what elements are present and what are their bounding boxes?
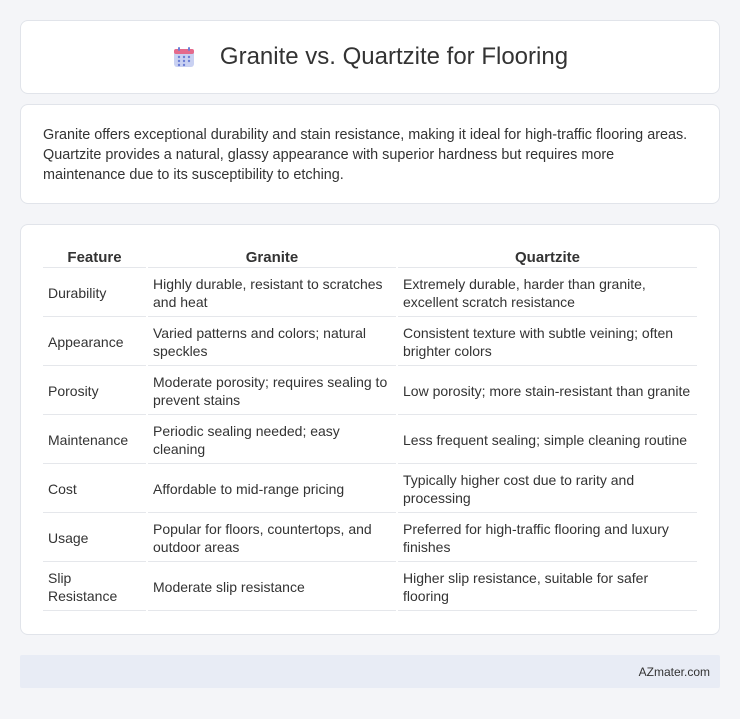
comparison-table [41, 245, 699, 613]
table-row [43, 270, 697, 317]
footer [20, 655, 720, 688]
calendar-icon [172, 45, 196, 69]
header-feature: Feature [43, 247, 146, 268]
intro-card [20, 104, 720, 204]
feature-cell: Appearance [43, 319, 146, 366]
granite-cell: Varied patterns and colors; natural speckles [148, 319, 396, 366]
quartzite-cell: Low porosity; more stain-resistant than granite [398, 368, 697, 415]
table-row [43, 417, 697, 464]
granite-cell: Affordable to mid-range pricing [148, 466, 396, 513]
granite-cell: Highly durable, resistant to scratches and heat [148, 270, 396, 317]
intro-text: Granite offers exceptional durability and stain resistance, making it ideal for high-traffic flooring areas. Quartzite provides a natural, glassy appearance with superior hardness but requires more maintenance due to its susceptibility to etching. [43, 127, 688, 183]
feature-cell: Cost [43, 466, 146, 513]
quartzite-cell: Extremely durable, harder than granite, excellent scratch resistance [398, 270, 697, 317]
granite-cell: Moderate slip resistance [148, 564, 396, 611]
table-row [43, 368, 697, 415]
table-header-row [43, 247, 697, 268]
quartzite-cell: Consistent texture with subtle veining; often brighter colors [398, 319, 697, 366]
feature-cell: Porosity [43, 368, 146, 415]
granite-cell: Popular for floors, countertops, and outdoor areas [148, 515, 396, 562]
footer-site-link[interactable]: AZmater.com [638, 665, 710, 679]
granite-cell: Periodic sealing needed; easy cleaning [148, 417, 396, 464]
quartzite-cell: Higher slip resistance, suitable for safer flooring [398, 564, 697, 611]
title-card [20, 20, 720, 94]
table-row [43, 319, 697, 366]
table-row [43, 466, 697, 513]
header-granite: Granite [148, 247, 396, 268]
quartzite-cell: Less frequent sealing; simple cleaning routine [398, 417, 697, 464]
table-row [43, 564, 697, 611]
comparison-card [20, 224, 720, 635]
header-quartzite: Quartzite [398, 247, 697, 268]
quartzite-cell: Typically higher cost due to rarity and processing [398, 466, 697, 513]
table-row [43, 515, 697, 562]
feature-cell: Slip Resistance [43, 564, 146, 611]
feature-cell: Maintenance [43, 417, 146, 464]
feature-cell: Usage [43, 515, 146, 562]
quartzite-cell: Preferred for high-traffic flooring and luxury finishes [398, 515, 697, 562]
page-title: Granite vs. Quartzite for Flooring [219, 43, 569, 70]
granite-cell: Moderate porosity; requires sealing to prevent stains [148, 368, 396, 415]
feature-cell: Durability [43, 270, 146, 317]
